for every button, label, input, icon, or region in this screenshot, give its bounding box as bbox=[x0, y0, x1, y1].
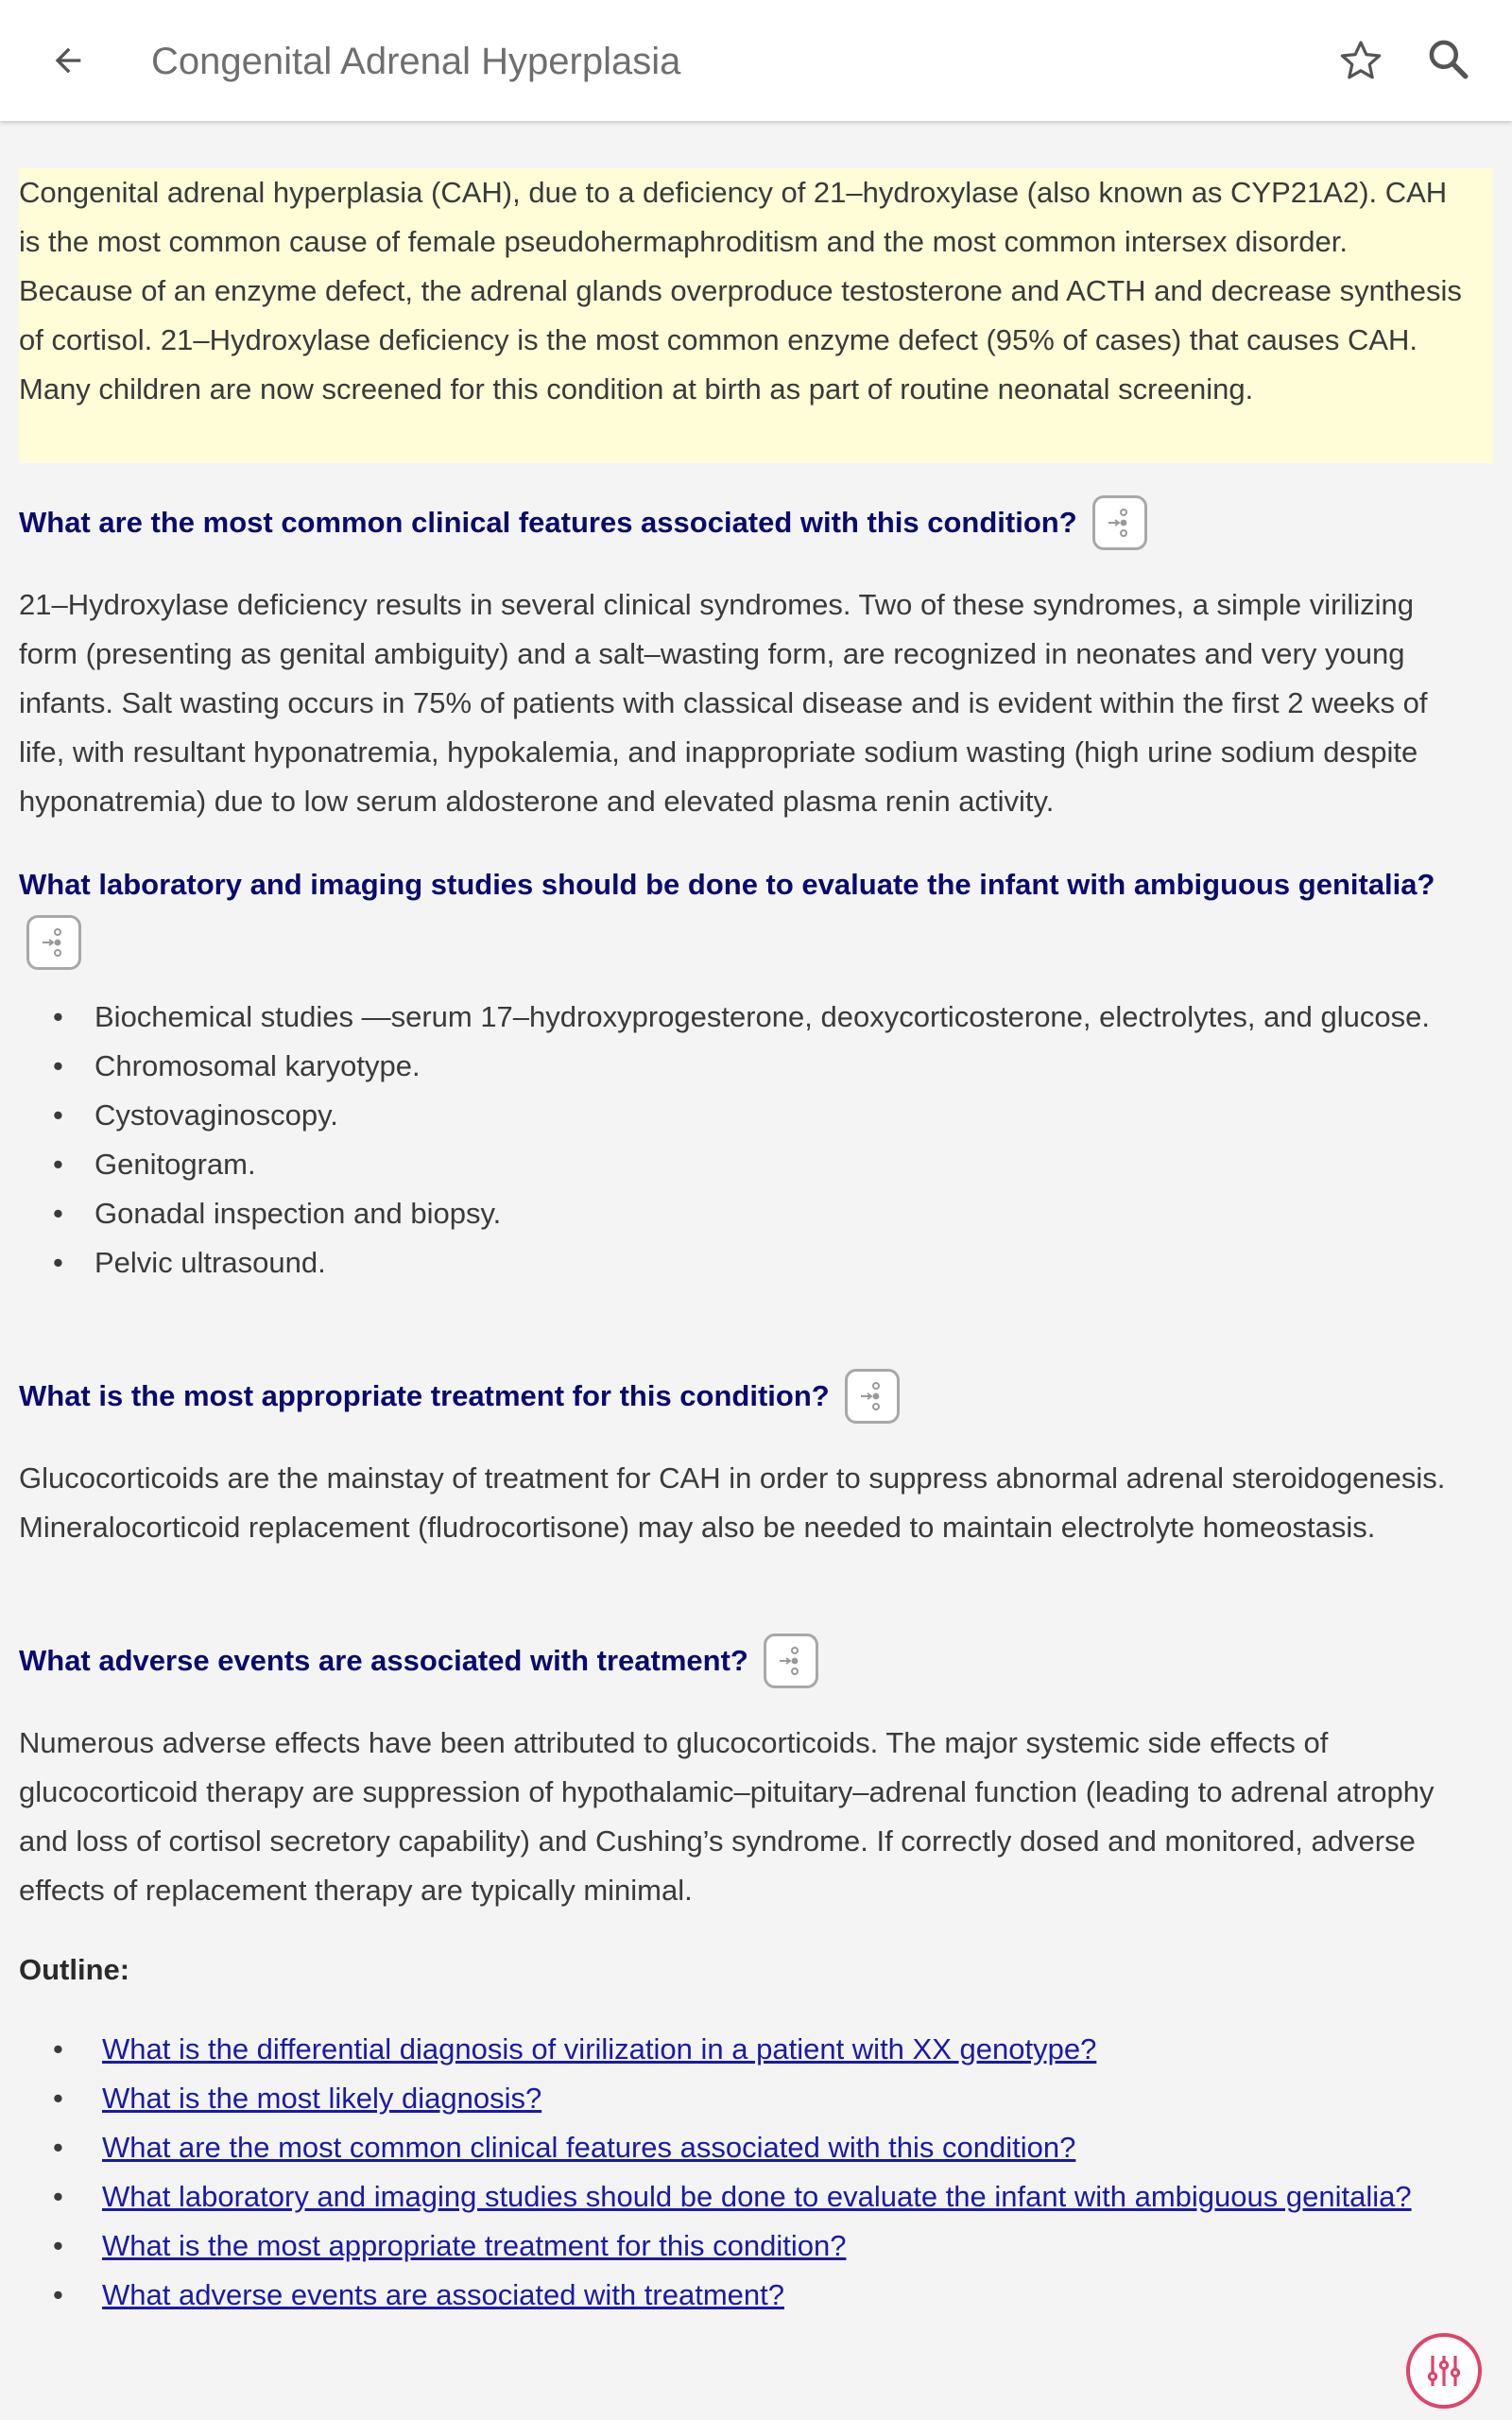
sliders-icon bbox=[1421, 2348, 1467, 2394]
section-question bbox=[19, 858, 1474, 970]
section-question bbox=[19, 1634, 818, 1688]
list-item: • Cystovaginoscopy. bbox=[94, 1091, 1512, 1140]
outline-link[interactable]: What is the most likely diagnosis? bbox=[102, 2082, 542, 2115]
outline-heading: Outline: bbox=[19, 1953, 130, 1986]
outline-link[interactable]: What is the differential diagnosis of virilization in a patient with XX genotype? bbox=[102, 2032, 1097, 2066]
outline-item bbox=[94, 2221, 1512, 2271]
list-item: • Genitogram. bbox=[94, 1140, 1512, 1189]
app-bar bbox=[0, 0, 1512, 121]
outline-item bbox=[94, 2074, 1512, 2123]
settings-fab[interactable] bbox=[1406, 2333, 1482, 2409]
expand-section-button[interactable] bbox=[845, 1369, 900, 1424]
outline-links bbox=[19, 2025, 1512, 2320]
studies-list bbox=[19, 993, 1512, 1288]
question-text: What laboratory and imaging studies should be done to evaluate the infant with ambiguous genitalia? bbox=[19, 867, 1435, 901]
outline-item bbox=[94, 2025, 1512, 2074]
outline-link[interactable]: What are the most common clinical features associated with this condition? bbox=[102, 2131, 1076, 2164]
search-icon bbox=[1424, 35, 1471, 82]
question-text: What are the most common clinical features associated with this condition? bbox=[19, 506, 1077, 539]
answer-text: Glucocorticoids are the mainstay of treatment for CAH in order to suppress abnormal adrenal steroidogenesis. Mineralocorticoid replacement (fludrocortisone) may also be needed to maintain electrolyte homeostasis. bbox=[19, 1461, 1446, 1544]
outline-item bbox=[94, 2271, 1512, 2320]
expand-section-button[interactable] bbox=[764, 1634, 818, 1688]
tree-expand-icon bbox=[1103, 506, 1137, 540]
list-item: • Gonadal inspection and biopsy. bbox=[94, 1189, 1512, 1238]
list-item: • Chromosomal karyotype. bbox=[94, 1042, 1512, 1091]
tree-expand-icon bbox=[855, 1379, 889, 1413]
outline-item bbox=[94, 2123, 1512, 2172]
list-item: • Biochemical studies —serum 17–hydroxyprogesterone, deoxycorticosterone, electrolytes, and glucose. bbox=[94, 993, 1512, 1042]
back-button[interactable] bbox=[38, 30, 98, 91]
question-text: What is the most appropriate treatment for this condition? bbox=[19, 1379, 830, 1412]
answer-text: 21–Hydroxylase deficiency results in several clinical syndromes. Two of these syndromes, a simple virilizing form (presenting as genital ambiguity) and a salt–wasting form, are recognized in neonates and very young infants. Salt wasting occurs in 75% of patients with classical disease and is evident within the first 2 weeks of life, with resultant hyponatremia, hypokalemia, and inappropriate sodium wasting (high urine sodium despite hyponatremia) due to low serum aldosterone and elevated plasma renin activity. bbox=[19, 588, 1428, 818]
section-question bbox=[19, 1369, 900, 1424]
outline-link[interactable]: What adverse events are associated with treatment? bbox=[102, 2278, 784, 2311]
page-title: Congenital Adrenal Hyperplasia bbox=[151, 41, 681, 82]
tree-expand-icon bbox=[774, 1644, 808, 1678]
star-outline-icon bbox=[1338, 38, 1383, 83]
highlighted-summary bbox=[19, 168, 1493, 463]
section-question bbox=[19, 495, 1147, 550]
outline-item bbox=[94, 2172, 1512, 2221]
tree-expand-icon bbox=[37, 925, 71, 959]
bookmark-button[interactable] bbox=[1331, 30, 1391, 91]
outline-link[interactable]: What is the most appropriate treatment for this condition? bbox=[102, 2229, 847, 2262]
summary-text: Congenital adrenal hyperplasia (CAH), due to a deficiency of 21–hydroxylase (also known as CYP21A2). CAH is the most common cause of female pseudohermaphroditism and the most common intersex disorder. Because of an enzyme defect, the adrenal glands overproduce testosterone and ACTH and decrease synthesis of cortisol. 21–Hydroxylase deficiency is the most common enzyme defect (95% of cases) that causes CAH. Many children are now screened for this condition at birth as part of routine neonatal screening. bbox=[19, 176, 1462, 406]
search-button[interactable] bbox=[1418, 28, 1478, 89]
question-text: What adverse events are associated with treatment? bbox=[19, 1644, 748, 1677]
list-item: • Pelvic ultrasound. bbox=[94, 1238, 1512, 1288]
expand-section-button[interactable] bbox=[26, 915, 81, 970]
expand-section-button[interactable] bbox=[1092, 495, 1147, 550]
outline-link[interactable]: What laboratory and imaging studies should be done to evaluate the infant with ambiguous genitalia? bbox=[102, 2180, 1412, 2213]
answer-text: Numerous adverse effects have been attributed to glucocorticoids. The major systemic side effects of glucocorticoid therapy are suppression of hypothalamic–pituitary–adrenal function (leading to adrenal atrophy and loss of cortisol secretory capability) and Cushing’s syndrome. If correctly dosed and monitored, adverse effects of replacement therapy are typically minimal. bbox=[19, 1726, 1435, 1907]
arrow-back-icon bbox=[49, 42, 87, 79]
